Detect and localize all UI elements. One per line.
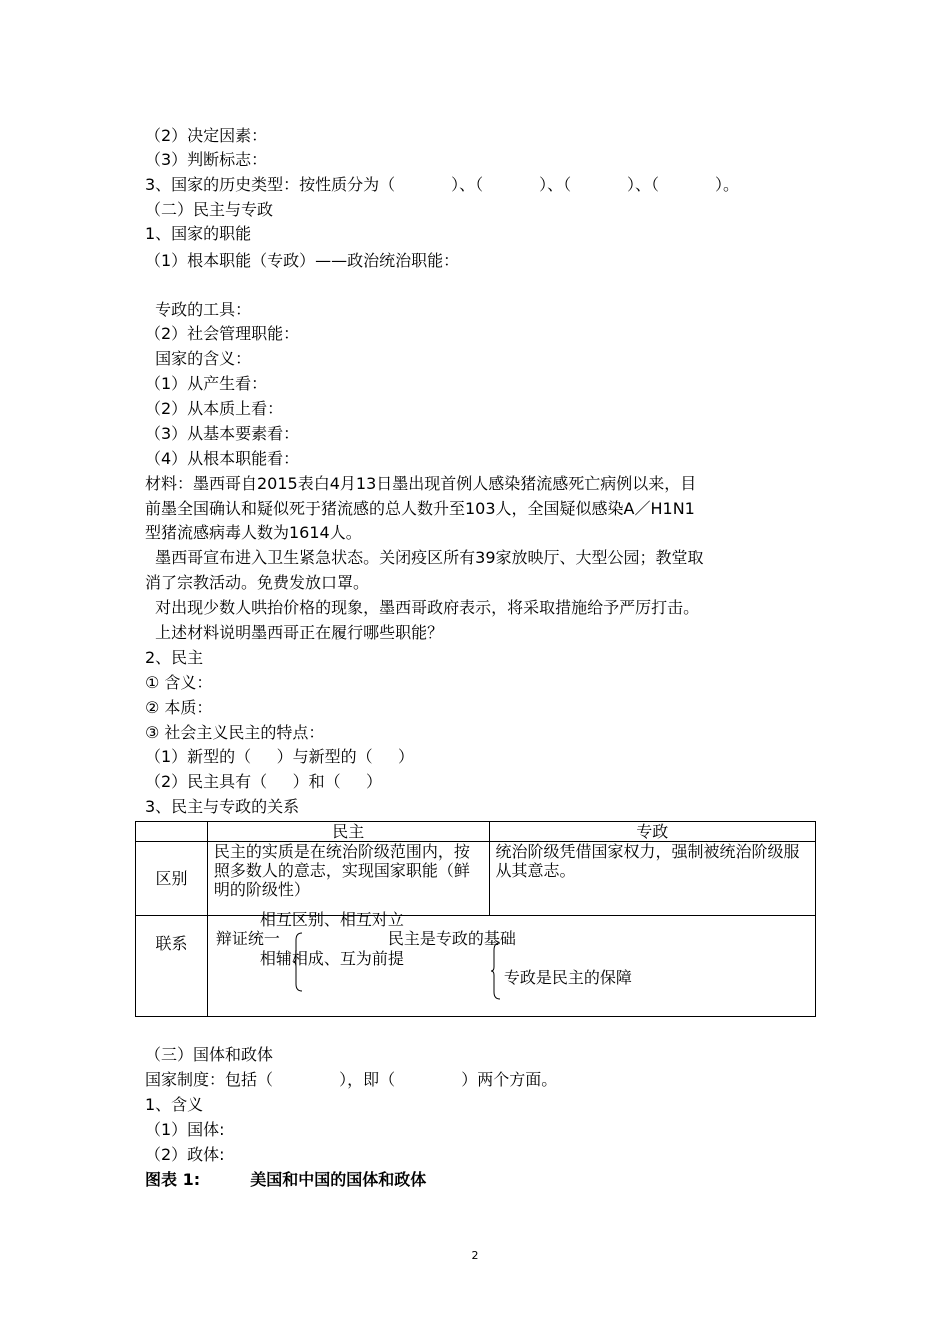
table-header-empty [136,822,208,842]
democracy-dictatorship-table [135,821,816,1017]
text-line: （2）从本质上看： [145,399,284,418]
figure-caption: 图表 1: 美国和中国的国体和政体 [145,1170,427,1189]
connection-text-guarantee: 专政是民主的保障 [503,968,632,987]
table-header-democracy: 民主 [207,822,489,842]
dictatorship-definition-cell: 统治阶级凭借国家权力，强制被统治阶级服从其意志。 [489,842,816,916]
text-line: （1）国体: [145,1120,225,1139]
text-line: 国家制度：包括（ ），即（ ）两个方面。 [145,1070,558,1089]
text-line: （1）新型的（ ）与新型的（ ） [145,747,415,766]
row-label-difference: 区别 [136,842,208,916]
connection-text-distinct: 相互区别、相互对立 [259,910,404,929]
connection-cell [207,910,815,1017]
text-line: ② 本质： [145,698,213,717]
text-line: （3）从基本要素看： [145,424,300,443]
text-line: （1）从产生看： [145,374,268,393]
text-line: 1、国家的职能 [145,224,252,243]
brace-right-icon [490,942,502,1000]
text-line: 1、含义 [145,1095,204,1114]
text-line: 国家的含义： [145,349,252,368]
table-header-dictatorship: 专政 [489,822,816,842]
text-line: 3、国家的历史类型：按性质分为（ ）、（ ）、（ ）、（ ）。 [145,175,739,194]
text-line: （2）决定因素： [145,126,268,145]
text-line: （2）社会管理职能： [145,324,300,343]
text-line: 3、民主与专政的关系 [145,797,300,816]
brace-left-icon [292,932,304,992]
material-text: 墨西哥宣布进入卫生紧急状态。关闭疫区所有39家放映厅、大型公园；教堂取 [145,548,704,567]
section-heading: （二）民主与专政 [145,200,274,219]
question-text: 上述材料说明墨西哥正在履行哪些职能？ [145,623,444,642]
text-line: （2）政体: [145,1145,225,1164]
text-line: ③ 社会主义民主的特点： [145,723,325,742]
material-text: 前墨全国确认和疑似死于猪流感的总人数升至103人，全国疑似感染A／H1N1 [145,499,695,518]
material-text: 材料：墨西哥自2015表白4月13日墨出现首例人感染猪流感死亡病例以来，目 [145,474,697,493]
material-text: 对出现少数人哄抬价格的现象，墨西哥政府表示，将采取措施给予严厉打击。 [145,598,700,617]
text-line: ① 含义： [145,673,213,692]
material-text: 型猪流感病毒人数为1614人。 [145,523,362,542]
material-text: 消了宗教活动。免费发放口罩。 [145,573,370,592]
text-line: 2、民主 [145,648,204,667]
democracy-definition-cell: 民主的实质是在统治阶级范围内，按照多数人的意志，实现国家职能（鲜明的阶级性） [207,842,489,916]
text-line: （2）民主具有（ ）和（ ） [145,772,383,791]
text-line: （1）根本职能（专政）——政治统治职能： [145,251,460,270]
text-line: 专政的工具： [145,300,252,319]
text-line: （4）从根本职能看： [145,449,300,468]
connection-text-unity: 辩证统一 [215,929,280,948]
row-label-connection: 联系 [136,916,208,1017]
text-line: （3）判断标志： [145,150,268,169]
section-heading: （三）国体和政体 [145,1045,274,1064]
connection-text-complement: 相辅相成、互为前提 [259,949,404,968]
page-number: 2 [471,1249,479,1262]
connection-text-basis: 民主是专政的基础 [387,929,516,948]
